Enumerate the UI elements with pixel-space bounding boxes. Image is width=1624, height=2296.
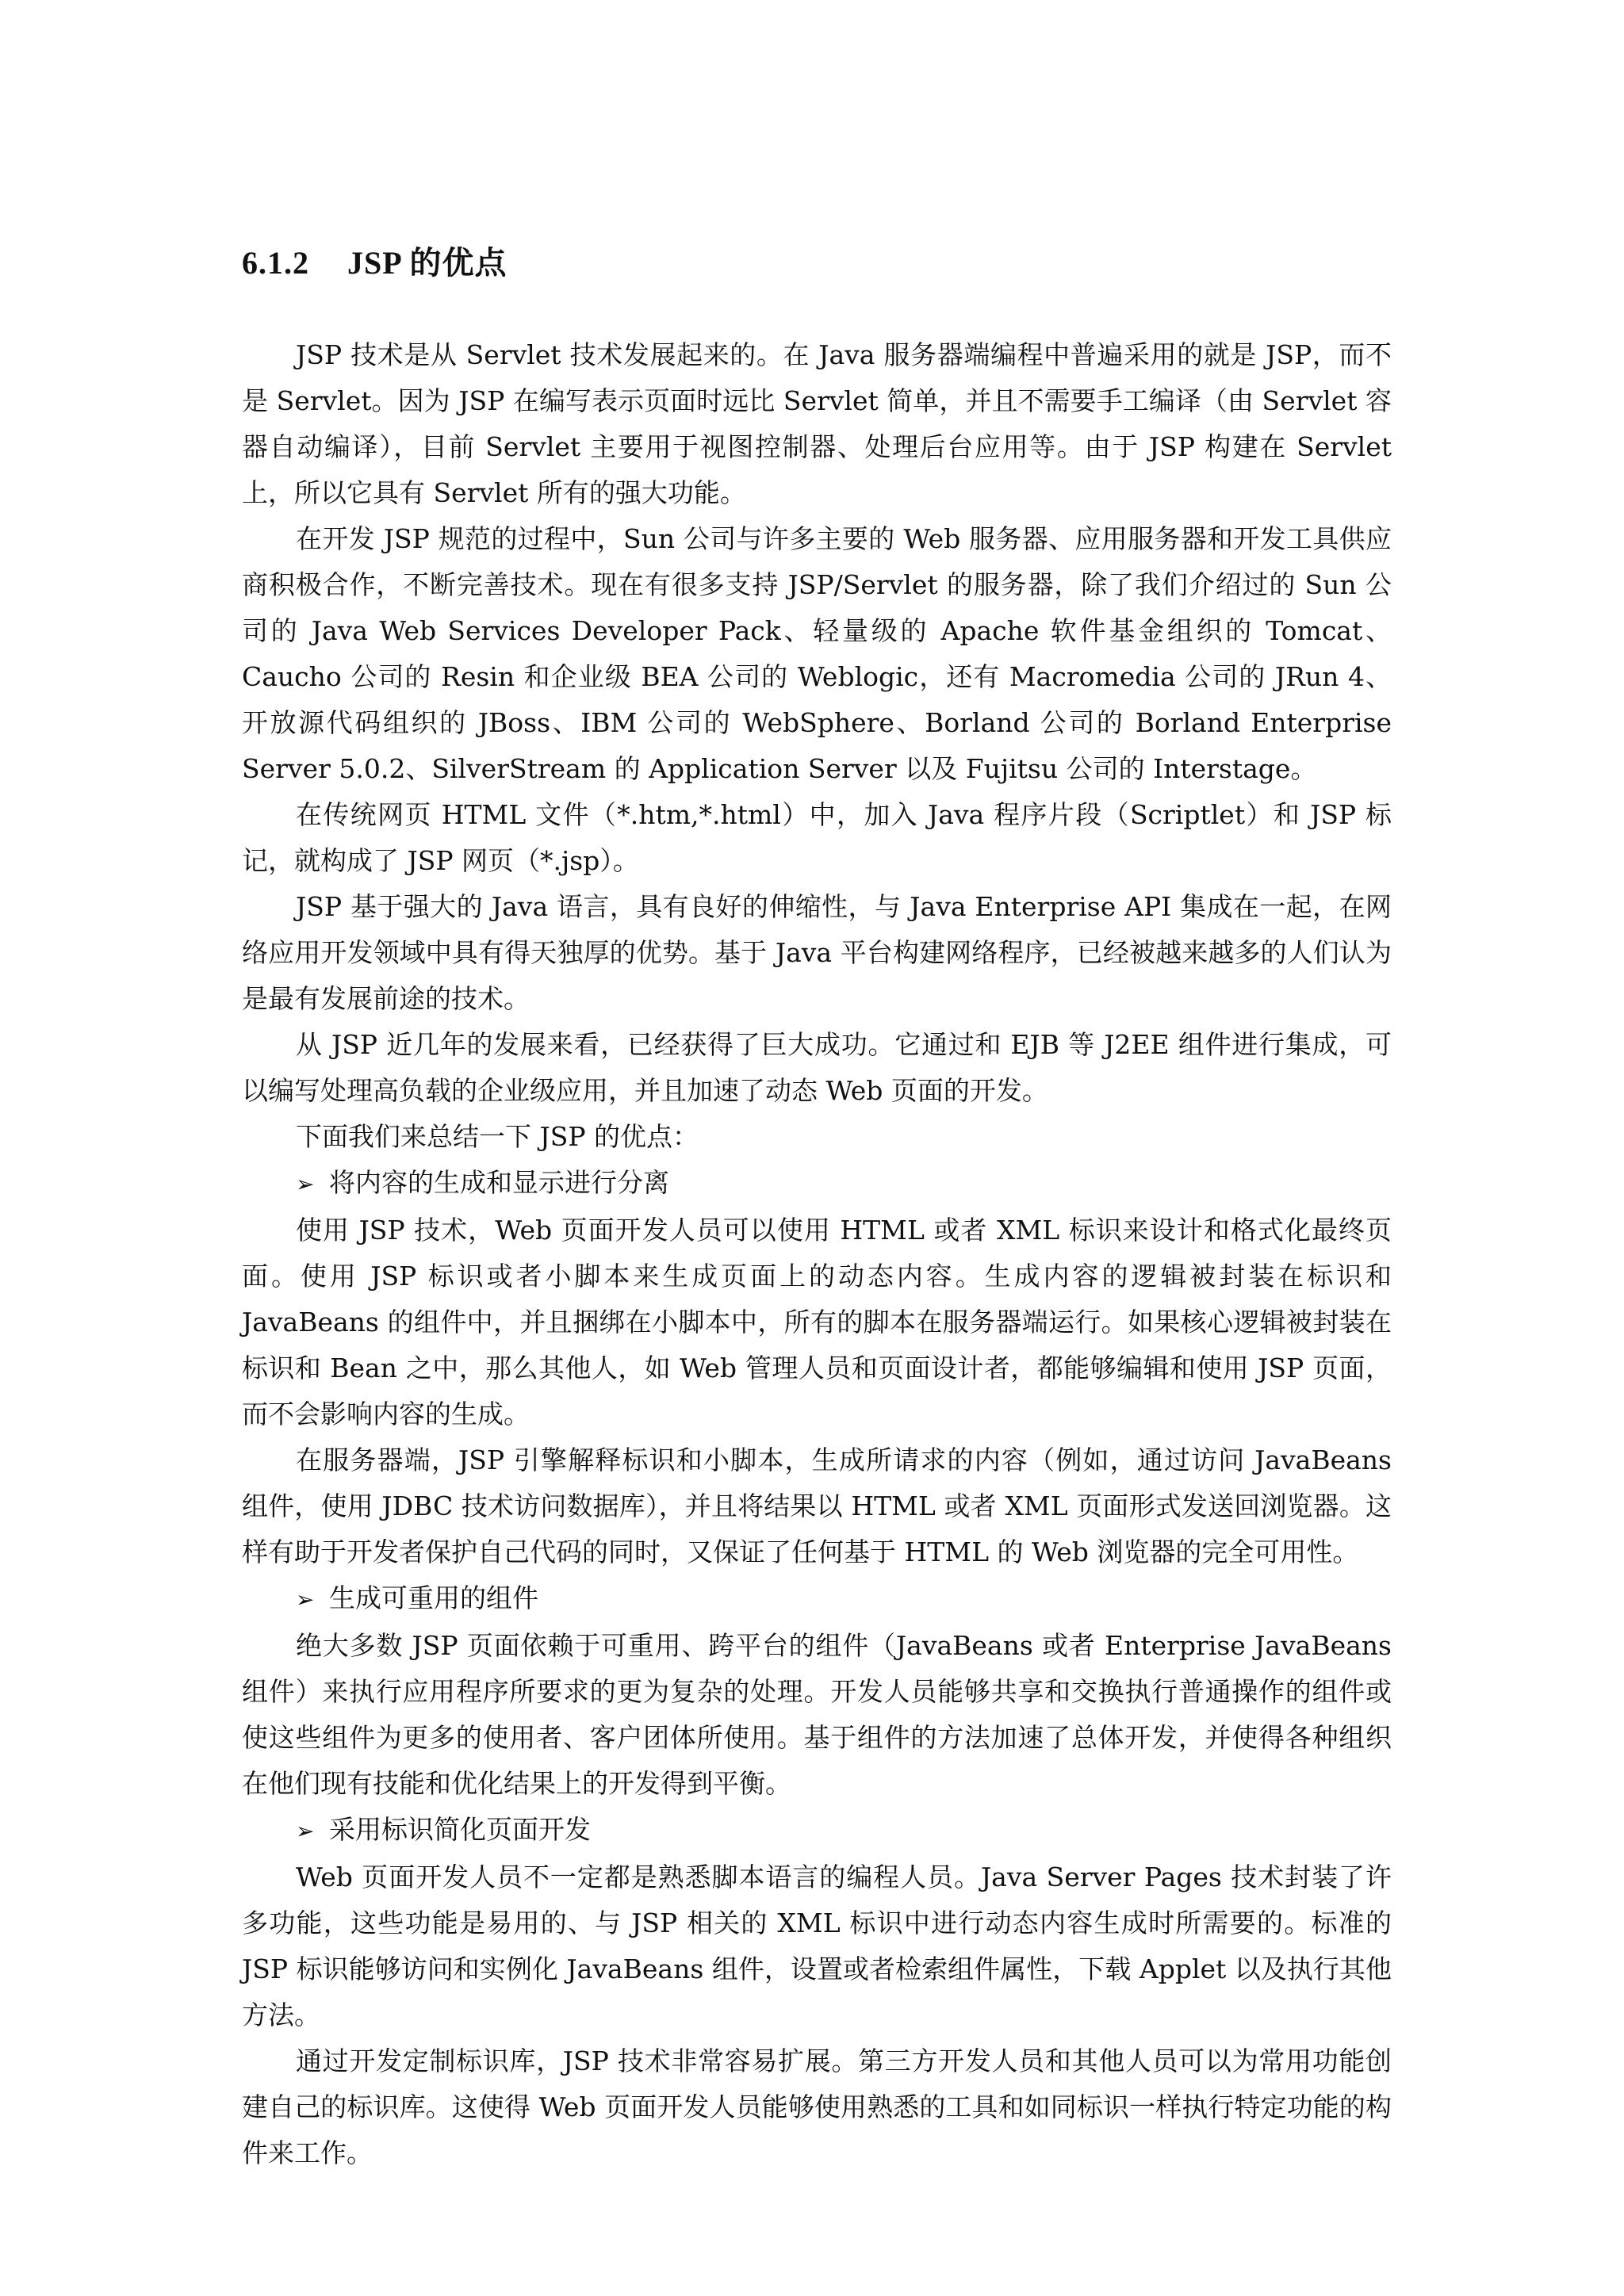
- arrowhead-bullet-icon: ➢: [296, 1171, 315, 1197]
- section-heading: [242, 238, 1392, 283]
- paragraph-vendors: 在开发 JSP 规范的过程中，Sun 公司与许多主要的 Web 服务器、应用服务器和开发工具供应商积极合作，不断完善技术。现在有很多支持 JSP/Servlet 的服务器，除了我们介绍过的 Sun 公司的 Java Web Services Developer Pack、轻量级的 Apache 软件基金组织的 Tomcat、Caucho 公司的 Resin 和企业级 BEA 公司的 Weblogic，还有 Macromedia 公司的 JRun 4、开放源代码组织的 JBoss、IBM 公司的 WebSphere、Borland 公司的 Borland Enterprise Server 5.0.2、SilverStream 的 Application Server 以及 Fujitsu 公司的 Interstage。: [242, 523, 1392, 784]
- bullet-label: 采用标识简化页面开发: [329, 1814, 591, 1845]
- bullet-item: [242, 1160, 1392, 1207]
- paragraph-tags-1: Web 页面开发人员不一定都是熟悉脚本语言的编程人员。Java Server Pages 技术封装了许多功能，这些功能是易用的、与 JSP 相关的 XML 标识中进行动态内容生成时所需要的。标准的 JSP 标识能够访问和实例化 JavaBeans 组件，设置或者检索组件属性，下载 Applet 以及执行其他方法。: [242, 1862, 1392, 2030]
- bullet-item: [242, 1807, 1392, 1854]
- arrowhead-bullet-icon: ➢: [296, 1818, 315, 1844]
- document-page: [242, 238, 1392, 2176]
- paragraph-success: 从 JSP 近几年的发展来看，已经获得了巨大成功。它通过和 EJB 等 J2EE 组件进行集成，可以编写处理高负载的企业级应用，并且加速了动态 Web 页面的开发。: [242, 1029, 1392, 1106]
- section-number: 6.1.2: [242, 245, 309, 281]
- paragraph-reusable-components: 绝大多数 JSP 页面依赖于可重用、跨平台的组件（JavaBeans 或者 Enterprise JavaBeans 组件）来执行应用程序所要求的更为复杂的处理。开发人员能够共享和交换执行普通操作的组件或使这些组件为更多的使用者、客户团体所使用。基于组件的方法加速了总体开发，并使得各种组织在他们现有技能和优化结果上的开发得到平衡。: [242, 1630, 1392, 1799]
- bullet-label: 将内容的生成和显示进行分离: [329, 1167, 669, 1198]
- paragraph-origin: JSP 技术是从 Servlet 技术发展起来的。在 Java 服务器端编程中普遍采用的就是 JSP，而不是 Servlet。因为 JSP 在编写表示页面时远比 Servlet 简单，并且不需要手工编译（由 Servlet 容器自动编译），目前 Servlet 主要用于视图控制器、处理后台应用等。由于 JSP 构建在 Servlet 上，所以它具有 Servlet 所有的强大功能。: [242, 339, 1392, 508]
- paragraph-separation-2: 在服务器端，JSP 引擎解释标识和小脚本，生成所请求的内容（例如，通过访问 JavaBeans 组件，使用 JDBC 技术访问数据库），并且将结果以 HTML 或者 XML 页面形式发送回浏览器。这样有助于开发者保护自己代码的同时，又保证了任何基于 HTML 的 Web 浏览器的完全可用性。: [242, 1445, 1392, 1567]
- bullet-item: [242, 1575, 1392, 1623]
- paragraph-tags-2: 通过开发定制标识库，JSP 技术非常容易扩展。第三方开发人员和其他人员可以为常用功能创建自己的标识库。这使得 Web 页面开发人员能够使用熟悉的工具和如同标识一样执行特定功能的构件来工作。: [242, 2045, 1392, 2168]
- paragraph-java-based: JSP 基于强大的 Java 语言，具有良好的伸缩性，与 Java Enterprise API 集成在一起，在网络应用开发领域中具有得天独厚的优势。基于 Java 平台构建网络程序，已经被越来越多的人们认为是最有发展前途的技术。: [242, 891, 1392, 1014]
- arrowhead-bullet-icon: ➢: [296, 1586, 315, 1613]
- paragraph-separation-1: 使用 JSP 技术，Web 页面开发人员可以使用 HTML 或者 XML 标识来设计和格式化最终页面。使用 JSP 标识或者小脚本来生成页面上的动态内容。生成内容的逻辑被封装在标识和 JavaBeans 的组件中，并且捆绑在小脚本中，所有的脚本在服务器端运行。如果核心逻辑被封装在标识和 Bean 之中，那么其他人，如 Web 管理人员和页面设计者，都能够编辑和使用 JSP 页面，而不会影响内容的生成。: [242, 1215, 1392, 1429]
- bullet-label: 生成可重用的组件: [329, 1582, 538, 1613]
- paragraph-jsp-page: 在传统网页 HTML 文件（*.htm,*.html）中，加入 Java 程序片段（Scriptlet）和 JSP 标记，就构成了 JSP 网页（*.jsp）。: [242, 799, 1392, 876]
- paragraph-summary-intro: 下面我们来总结一下 JSP 的优点：: [296, 1121, 699, 1152]
- section-title: JSP 的优点: [347, 245, 508, 281]
